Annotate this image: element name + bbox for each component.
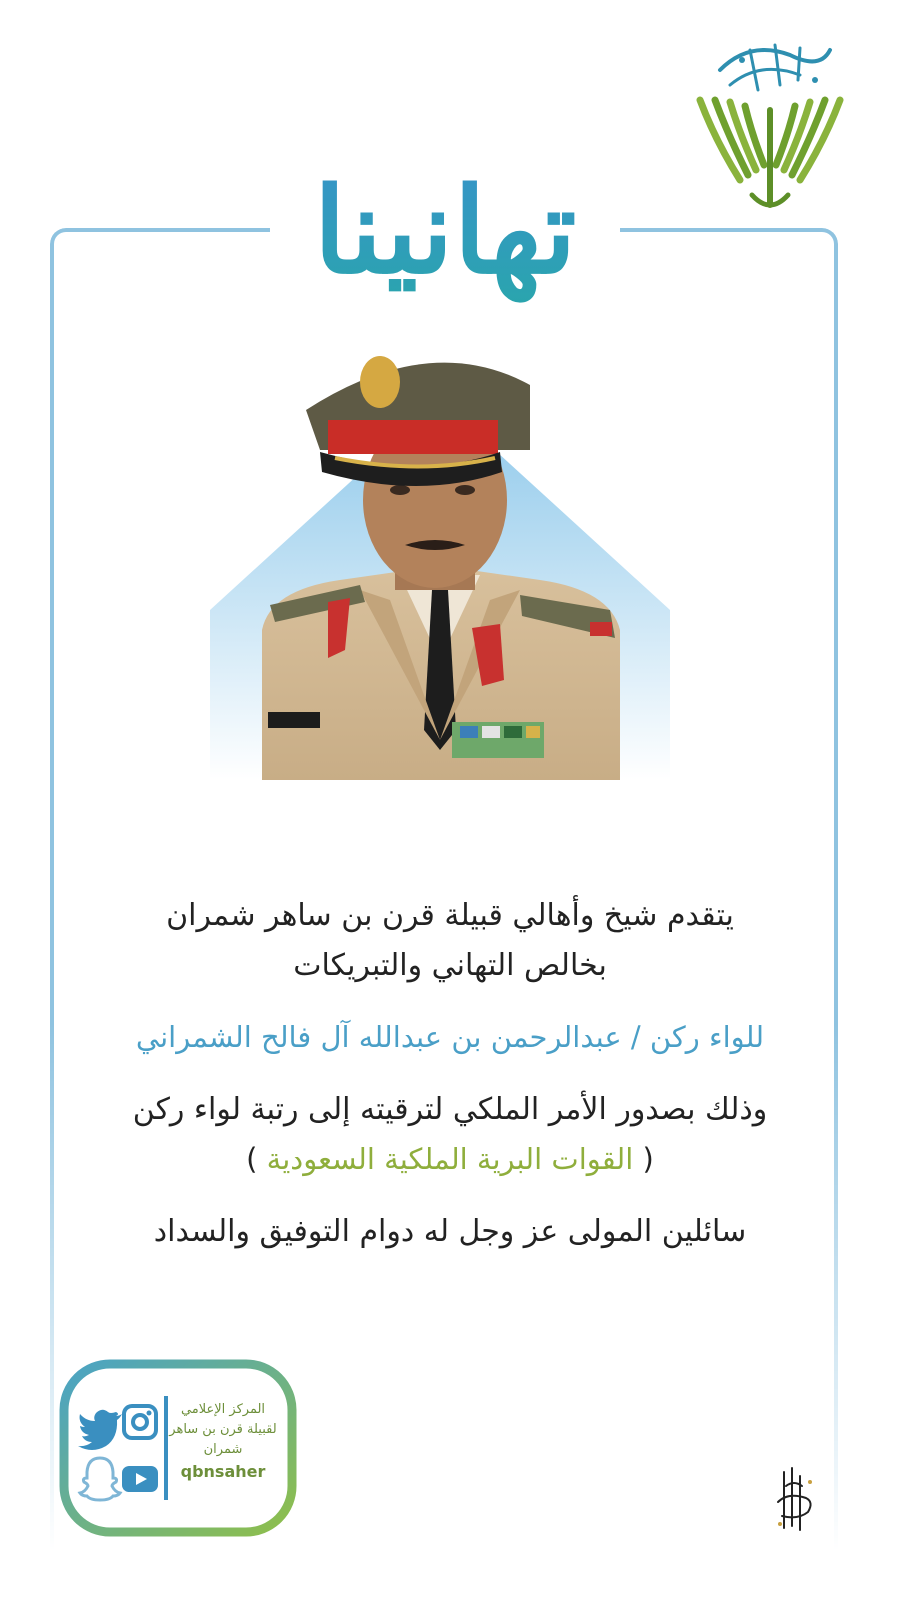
- media-center-line-2: لقبيلة قرن بن ساهر: [169, 1422, 277, 1437]
- unit-name: القوات البرية الملكية السعودية: [266, 1142, 634, 1176]
- signature-mark: [772, 1462, 820, 1534]
- message-line-4: وذلك بصدور الأمر الملكي لترقيته إلى رتبة لواء ركن: [132, 1092, 768, 1127]
- youtube-icon: [122, 1466, 158, 1492]
- portrait-photo: [210, 340, 670, 780]
- paren-close: ): [246, 1142, 258, 1176]
- media-center-line-3: شمران: [203, 1442, 243, 1457]
- tribe-logo: [680, 30, 860, 215]
- social-handle: qbnsaher: [180, 1462, 266, 1481]
- message-line-5: [60, 1142, 840, 1176]
- headline-title: تهانينا: [270, 120, 620, 340]
- message-line-1: يتقدم شيخ وأهالي قبيلة قرن بن ساهر شمران: [166, 898, 734, 933]
- paren-open: (: [642, 1142, 654, 1176]
- honoree-name: للواء ركن / عبدالرحمن بن عبدالله آل فالح الشمراني: [135, 1020, 765, 1054]
- media-center-text: [168, 1400, 278, 1481]
- message-line-2: بخالص التهاني والتبريكات: [293, 948, 607, 983]
- closing-line: سائلين المولى عز وجل له دوام التوفيق والسداد: [153, 1214, 747, 1249]
- media-center-line-1: المركز الإعلامي: [180, 1402, 266, 1417]
